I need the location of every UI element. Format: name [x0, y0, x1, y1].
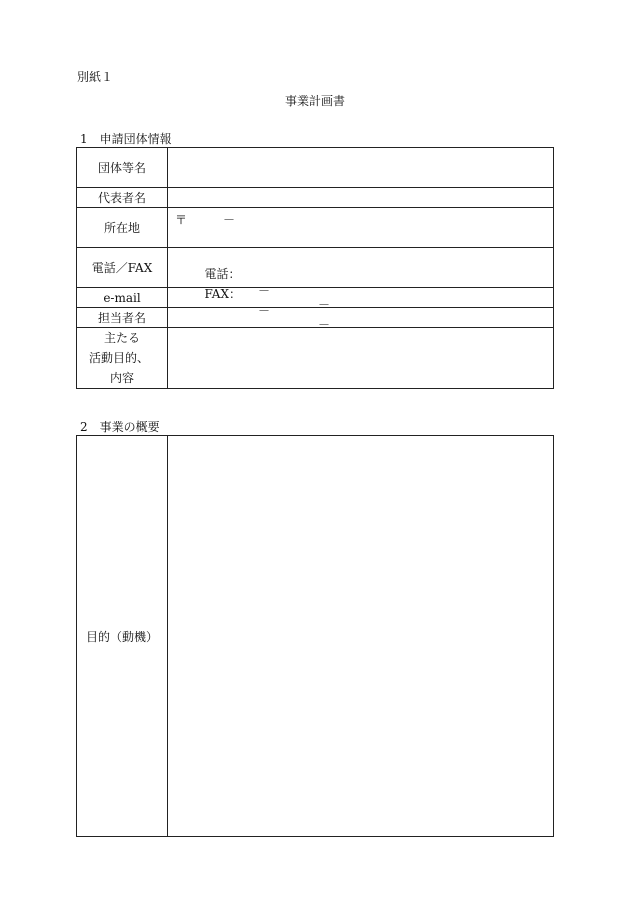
- purpose-field[interactable]: [168, 436, 554, 837]
- representative-label: 代表者名: [77, 188, 168, 208]
- section2-heading: 2 事業の概要: [80, 420, 160, 434]
- applicant-info-table: [76, 147, 554, 389]
- org-name-label: 団体等名: [77, 148, 168, 188]
- email-label: e-mail: [77, 288, 168, 308]
- document-title: 事業計画書: [284, 94, 345, 108]
- row-representative: [77, 188, 554, 208]
- representative-field[interactable]: [168, 188, 554, 208]
- activity-label-line2: 活動目的、: [89, 351, 150, 365]
- section1-heading: 1 申請団体情報: [80, 132, 172, 146]
- purpose-label: 目的（動機）: [77, 436, 168, 837]
- activity-label-line1: 主たる: [103, 331, 140, 345]
- phone-fax-field[interactable]: [168, 248, 554, 332]
- org-name-field[interactable]: [168, 148, 554, 188]
- activity-label-line3: 内容: [109, 371, 134, 385]
- row-phone-fax: [77, 248, 554, 288]
- fax-line: [174, 271, 331, 344]
- fax-label: FAX：: [204, 287, 242, 301]
- row-email: [77, 288, 554, 308]
- attachment-label: 別紙１: [77, 70, 114, 84]
- contact-person-label: 担当者名: [77, 308, 168, 328]
- fax-dash-2: －: [318, 318, 331, 332]
- phone-dash-2: －: [318, 298, 331, 312]
- row-contact-person: [77, 308, 554, 328]
- phone-fax-label: 電話／FAX: [77, 248, 168, 288]
- phone-label: 電話：: [204, 267, 241, 281]
- activity-label: [77, 328, 168, 389]
- fax-dash-1: －: [258, 304, 271, 318]
- row-activity: [77, 328, 554, 389]
- address-field[interactable]: [168, 208, 554, 248]
- row-org-name: [77, 148, 554, 188]
- row-address: [77, 208, 554, 248]
- phone-dash-1: －: [258, 284, 271, 298]
- project-overview-table: [76, 435, 554, 837]
- row-purpose: [77, 436, 554, 837]
- address-label: 所在地: [77, 208, 168, 248]
- postal-code-mark: 〒 －: [175, 213, 236, 227]
